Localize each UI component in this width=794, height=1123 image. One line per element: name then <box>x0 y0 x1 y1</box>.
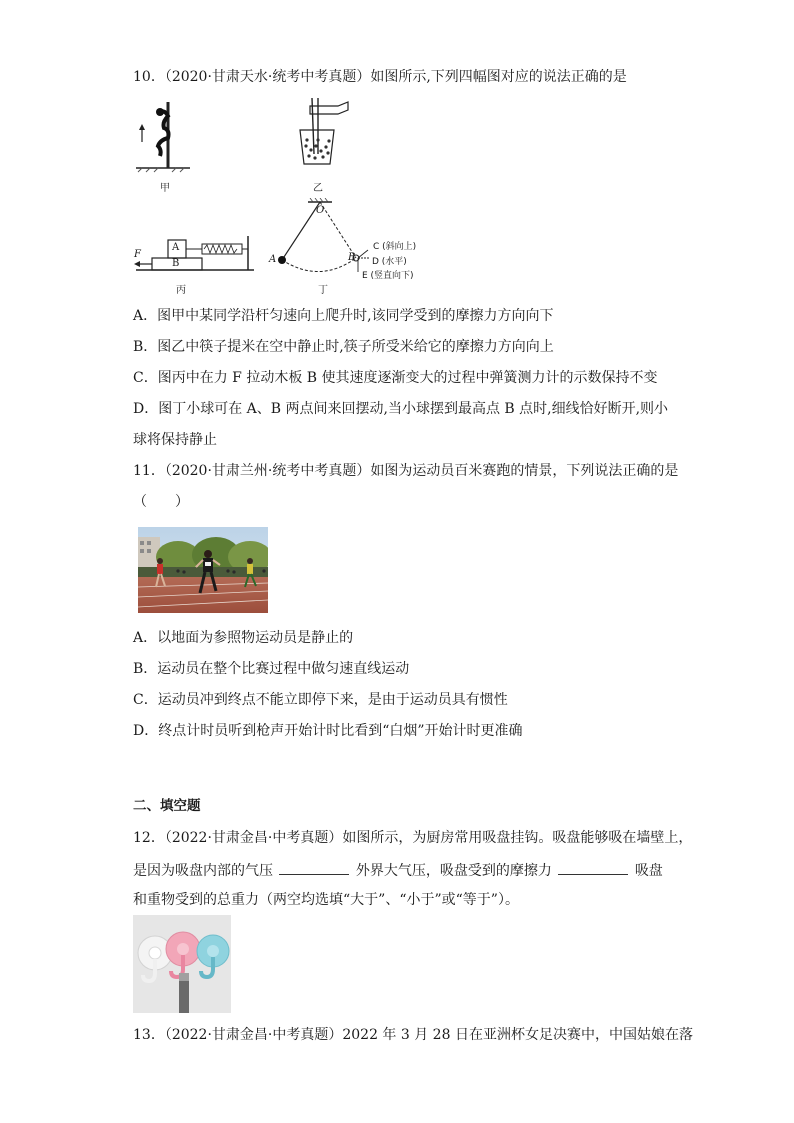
figure-bing-label-b: B <box>172 258 180 269</box>
q10-option-a: A．图甲中某同学沿杆匀速向上爬升时,该同学受到的摩擦力方向向下 <box>133 308 554 324</box>
figure-yi <box>288 96 358 176</box>
figure-ding-label-d: D (水平) <box>372 257 407 267</box>
q11-option-d: D．终点计时员听到枪声开始计时比看到“白烟”开始计时更准确 <box>133 723 523 739</box>
figure-jia <box>128 96 198 192</box>
figure-jia-caption: 甲 <box>160 183 170 194</box>
figure-bing-label-a: A <box>172 242 180 253</box>
q10-option-c: C．图丙中在力 F 拉动木板 B 使其速度逐渐变大的过程中弹簧测力计的示数保持不变 <box>133 370 658 386</box>
q12-blank-2[interactable] <box>558 860 628 875</box>
sprint-race-photo <box>138 527 268 613</box>
figure-bing-caption: 丙 <box>176 285 186 296</box>
q13-line1: 13．（2022·甘肃金昌·中考真题）2022 年 3 月 28 日在亚洲杯女足决赛中，中国姑娘在落 <box>133 1027 693 1043</box>
figure-ding-label-o: O <box>316 205 325 216</box>
q10-option-d-line2: 球将保持静止 <box>133 432 217 448</box>
figure-yi-caption: 乙 <box>313 183 323 194</box>
q11-answer-paren: （ ） <box>133 494 189 510</box>
q10-option-d-line1: D．图丁小球可在 A、B 两点间来回摆动,当小球摆到最高点 B 点时,细线恰好断开,则小 <box>133 401 669 417</box>
q12-blank-1[interactable] <box>279 860 349 875</box>
figure-ding-label-e: E (竖直向下) <box>362 271 414 281</box>
figure-ding-label-c: C (斜向上) <box>373 242 417 252</box>
q11-stem: 11．（2020·甘肃兰州·统考中考真题）如图为运动员百米赛跑的情景，下列说法正确的是 <box>133 463 679 479</box>
q12-line3: 和重物受到的总重力（两空均选填“大于”、“小于”或“等于”）。 <box>133 892 519 908</box>
q10-stem: 10．（2020·甘肃天水·统考中考真题）如图所示,下列四幅图对应的说法正确的是 <box>133 69 627 85</box>
figure-bing-label-f: F <box>134 249 141 260</box>
figure-ding-label-a: A <box>269 254 277 265</box>
q12-line2 <box>133 860 663 880</box>
q11-option-c: C．运动员冲到终点不能立即停下来，是由于运动员具有惯性 <box>133 692 508 708</box>
section-title-fill-in: 二、填空题 <box>133 798 201 814</box>
q11-option-a: A．以地面为参照物运动员是静止的 <box>133 630 354 646</box>
q12-line2-part2: 外界大气压，吸盘受到的摩擦力 <box>355 863 552 879</box>
suction-hook-photo <box>133 915 231 1013</box>
q10-option-b: B．图乙中筷子提米在空中静止时,筷子所受米给它的摩擦力方向向上 <box>133 339 554 355</box>
figure-ding-label-b: B <box>348 252 356 263</box>
figure-bing <box>130 234 256 278</box>
q12-line1: 12．（2022·甘肃金昌·中考真题）如图所示，为厨房常用吸盘挂钩。吸盘能够吸在墙壁上， <box>133 830 693 846</box>
q12-line2-part1: 是因为吸盘内部的气压 <box>133 863 273 879</box>
figure-ding-caption: 丁 <box>318 285 328 296</box>
q11-option-b: B．运动员在整个比赛过程中做匀速直线运动 <box>133 661 410 677</box>
q12-line2-part3: 吸盘 <box>634 863 663 879</box>
